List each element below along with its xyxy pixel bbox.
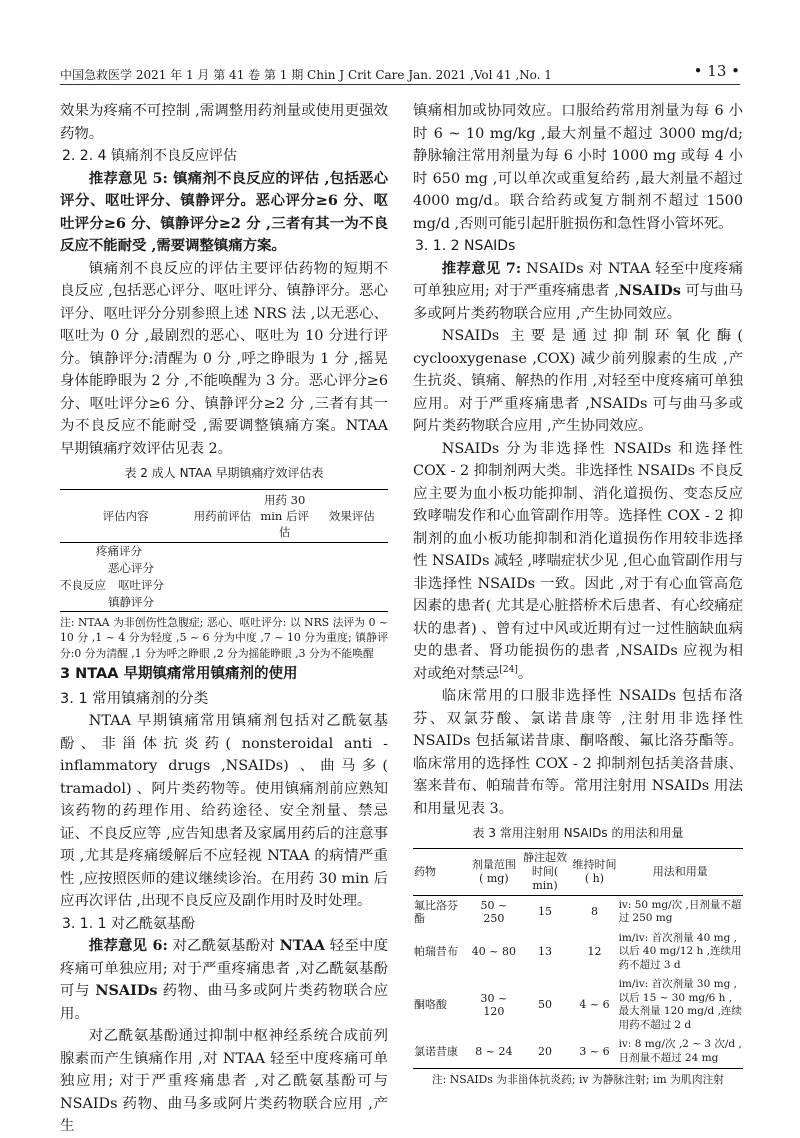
table-cell: 帕瑞昔布 bbox=[414, 945, 458, 958]
left-column bbox=[60, 100, 388, 1138]
table-cell: 15 bbox=[537, 905, 552, 919]
recommendation-text: 镇痛剂不良反应的评估 ,包括恶心评分、呕吐评分、镇静评分。恶心评分≥6 分、呕吐评分≥6 分、镇静评分≥2 分 ,三者有其一为不良反应不能耐受 ,需要调整镇痛方案。 bbox=[60, 169, 388, 254]
page-number: • 13 • bbox=[693, 62, 740, 80]
table-cell: 50 ~ 250 bbox=[480, 898, 508, 925]
section-heading-2-2-4: 2. 2. 4 镇痛剂不良反应评估 bbox=[62, 148, 237, 164]
recommendation-label: 推荐意见 6: bbox=[88, 937, 168, 954]
right-column bbox=[413, 100, 743, 1088]
paragraph-text: 。 bbox=[517, 665, 533, 682]
table-3 bbox=[413, 848, 743, 1070]
table-header-cell: 用法和用量 bbox=[618, 848, 743, 895]
recommendation-label: 推荐意见 5: bbox=[88, 169, 168, 187]
table-cell: 恶心评分 bbox=[108, 561, 154, 575]
recommendation-text: NSAIDs bbox=[95, 982, 158, 999]
paragraph: 效果为疼痛不可控制 ,需调整用药剂量或使用更强效药物。 bbox=[60, 103, 388, 142]
section-heading-3: 3 NTAA 早期镇痛常用镇痛剂的使用 bbox=[60, 666, 298, 682]
table-cell: 疼痛评分 bbox=[96, 544, 142, 558]
table-cell: 氯诺昔康 bbox=[414, 1044, 458, 1058]
paragraph: 镇痛相加或协同效应。口服给药常用剂量为每 6 小时 6 ~ 10 mg/kg ,最大剂量不超过 3000 mg/d; 静脉输注常用剂量为每 6 小时 1000 mg 或每 4 小时 650 mg ,可以单次或重复给药 ,最大剂量不超过 4000 mg/d。联合给药或复方制剂不超过 1500 mg/d ,否则可能引起肝脏损伤和急性肾小管坏死。 bbox=[413, 103, 743, 232]
table-cell: 13 bbox=[537, 945, 552, 958]
recommendation-text: 药物、曲马多或阿片类药物联合应用。 bbox=[60, 983, 389, 1022]
table-cell: 3 ~ 6 bbox=[579, 1044, 610, 1058]
table-cell: im/iv: 首次剂量 40 mg ,以后 40 mg/12 h ,连续用药不超过 3 d bbox=[618, 931, 742, 971]
paragraph: 镇痛剂不良反应的评估主要评估药物的短期不良反应 ,包括恶心评分、呕吐评分、镇静评分。恶心评分、呕吐评分分别参照上述 NRS 法 ,以无恶心、呕吐为 0 分 ,最剧烈的恶心、呕吐为 10 分进行评分。镇静评分:清醒为 0 分 ,呼之睁眼为 1 分 ,摇晃身体能睁眼为 2 分 ,不能唤醒为 3 分。恶心评分≥6 分、呕吐评分≥6 分、镇静评分≥2 分 ,三者有其一为不良反应不能耐受 ,需要调整镇痛方案。NTAA 早期镇痛疗效评估见表 2。 bbox=[60, 260, 388, 457]
table-row bbox=[60, 560, 388, 577]
citation-ref: [24] bbox=[499, 664, 518, 675]
table-3-note: 注: NSAIDs 为非甾体抗炎药; iv 为静脉注射; im 为肌肉注射 bbox=[431, 1073, 725, 1086]
table-header-cell: 效果评估 bbox=[316, 489, 388, 542]
journal-citation: 中国急救医学 2021 年 1 月 第 41 卷 第 1 期 Chin J Crit Care Jan. 2021 ,Vol 41 ,No. 1 bbox=[60, 68, 552, 82]
table-cell: 50 bbox=[537, 998, 552, 1012]
table-row bbox=[60, 542, 388, 560]
table-header-cell: 用药前评估 bbox=[191, 489, 253, 542]
table-cell: 镇静评分 bbox=[108, 595, 154, 609]
table-cell: 40 ~ 80 bbox=[471, 945, 516, 958]
table-cell: 氟比洛芬酯 bbox=[414, 898, 458, 925]
table-header-cell: 静注起效 时间( min) bbox=[519, 848, 572, 895]
table-cell: 酮咯酸 bbox=[414, 998, 447, 1012]
table-3-caption: 表 3 常用注射用 NSAIDs 的用法和用量 bbox=[472, 826, 684, 840]
recommendation-text: NTAA bbox=[279, 937, 326, 954]
table-cell: 30 ~ 120 bbox=[480, 991, 508, 1018]
recommendation-text: 可与曲马多或阿片类药物联合应用 ,产生协同效应。 bbox=[413, 283, 744, 322]
table-cell-text: 呕吐评分 bbox=[118, 578, 164, 592]
table-header-cell: 维持时间 ( h) bbox=[571, 848, 617, 895]
recommendation-5 bbox=[60, 168, 388, 258]
section-heading-3-1-2: 3. 1. 2 NSAIDs bbox=[415, 238, 516, 254]
table-header-cell: 用药 30 min 后评估 bbox=[254, 489, 316, 542]
recommendation-text: 轻至中度疼痛可单独应用; 对于严重疼痛患者 ,对乙酰氨基酚可与 bbox=[60, 938, 389, 999]
table-2-note: 注: NTAA 为非创伤性急腹症; 恶心、呕吐评分: 以 NRS 法评为 0 ~ 10 分 ,1 ~ 4 分为轻度 ,5 ~ 6 分为中度 ,7 ~ 10 分为重度; 镇静评分:0 分为清醒 ,1 分为呼之睁眼 ,2 分为摇能睁眼 ,3 分为不能唤醒 bbox=[60, 615, 388, 660]
recommendation-text: NSAIDs bbox=[618, 282, 681, 299]
table-row bbox=[413, 1035, 743, 1069]
table-cell: 12 bbox=[587, 945, 602, 958]
section-heading-3-1: 3. 1 常用镇痛剂的分类 bbox=[60, 690, 209, 707]
table-header-cell: 剂量范围 ( mg) bbox=[469, 848, 519, 895]
table-row bbox=[60, 594, 388, 612]
table-cell: 8 ~ 24 bbox=[475, 1044, 513, 1058]
recommendation-7 bbox=[413, 258, 743, 326]
recommendation-text: 对乙酰氨基酚对 bbox=[167, 938, 280, 954]
table-header-cell: 评估内容 bbox=[60, 489, 191, 542]
table-row bbox=[413, 975, 743, 1035]
table-2 bbox=[60, 489, 388, 612]
recommendation-label: 推荐意见 7: bbox=[441, 259, 522, 277]
table-header-row bbox=[413, 848, 743, 895]
table-2-caption: 表 2 成人 NTAA 早期镇痛疗效评估表 bbox=[124, 466, 324, 480]
paragraph: NSAIDs 主要是通过抑制环氧化酶( cyclooxygenase ,COX) 减少前列腺素的生成 ,产生抗炎、镇痛、解热的作用 ,对轻至中度疼痛可单独应用。对于严重疼痛患者 ,NSAIDs 可与曲马多或阿片类药物联合应用 ,产生协同效应。 bbox=[413, 328, 743, 434]
table-cell: 8 bbox=[590, 905, 598, 919]
table-cell: iv: 50 mg/次 ,日剂量不超过 250 mg bbox=[618, 898, 742, 924]
paragraph: NTAA 早期镇痛常用镇痛剂包括对乙酰氨基酚、非甾体抗炎药( nonsteroidal anti - inflammatory drugs ,NSAIDs) 、曲马多( tramadol) 、阿片类药物等。使用镇痛剂前应熟知该药物的药理作用、给药途径、安全剂量、禁忌证、不良反应等 ,应告知患者及家属用药后的注意事项 ,尤其是疼痛缓解后不应轻视 NTAA 的病情严重性 ,应按照医师的建议继续诊治。在用药 30 min 后应再次评估 ,出现不良反应及副作用时及时处理。 bbox=[60, 713, 388, 909]
table-cell: iv: 8 mg/次 ,2 ~ 3 次/d ,日剂量不超过 24 mg bbox=[618, 1038, 742, 1064]
table-cell bbox=[60, 577, 191, 594]
table-row bbox=[413, 895, 743, 929]
table-group-label: 不良反应 bbox=[60, 578, 106, 592]
section-heading-3-1-1: 3. 1. 1 对乙酰氨基酚 bbox=[62, 915, 195, 932]
table-cell: im/iv: 首次剂量 30 mg ,以后 15 ~ 30 mg/6 h ,最大剂量 120 mg/d ,连续用药不超过 2 d bbox=[618, 978, 742, 1031]
recommendation-6 bbox=[60, 935, 388, 1025]
paragraph-text: NSAIDs 分为非选择性 NSAIDs 和选择性 COX - 2 抑制剂两大类。非选择性 NSAIDs 不良反应主要为血小板功能抑制、消化道损伤、变态反应致哮喘发作和心血管副作用等。选择性 COX - 2 抑制剂的血小板功能抑制和消化道损伤作用较非选择性 NSAIDs 减轻 ,哮喘症状少见 ,但心血管副作用与非选择性 NSAIDs 一致。因此 ,对于有心血管高危因素的患者( 尤其是心脏搭桥术后患者、有心绞痛症状的患者) 、曾有过中风或近期有过一过性脑缺血病史的患者、肾功能损伤的患者 ,NSAIDs 应视为相对或绝对禁忌 bbox=[413, 440, 743, 682]
paragraph bbox=[413, 438, 743, 686]
table-cell: 20 bbox=[537, 1044, 552, 1058]
table-row bbox=[413, 929, 743, 976]
paragraph: 临床常用的口服非选择性 NSAIDs 包括布洛芬、双氯芬酸、氯诺昔康等 ,注射用非选择性 NSAIDs 包括氟诺昔康、酮咯酸、氟比洛芬酯等。临床常用的选择性 COX - 2 抑制剂包括美洛昔康、塞来昔布、帕瑞昔布等。常用注射用 NSAIDs 用法和用量见表 3。 bbox=[413, 688, 743, 817]
recommendation-text: NSAIDs 对 NTAA 轻至中度疼痛可单独应用; 对于严重疼痛患者 , bbox=[413, 260, 744, 299]
running-header bbox=[60, 62, 740, 85]
table-row bbox=[60, 577, 388, 594]
paragraph: 对乙酰氨基酚通过抑制中枢神经系统合成前列腺素而产生镇痛作用 ,对 NTAA 轻至中度疼痛可单独应用; 对于严重疼痛患者 ,对乙酰氨基酚可与 NSAIDs 药物、曲马多或阿片类药物联合应用 ,产生 bbox=[60, 1028, 388, 1134]
table-cell: 4 ~ 6 bbox=[579, 998, 610, 1012]
table-header-cell: 药物 bbox=[413, 848, 469, 895]
